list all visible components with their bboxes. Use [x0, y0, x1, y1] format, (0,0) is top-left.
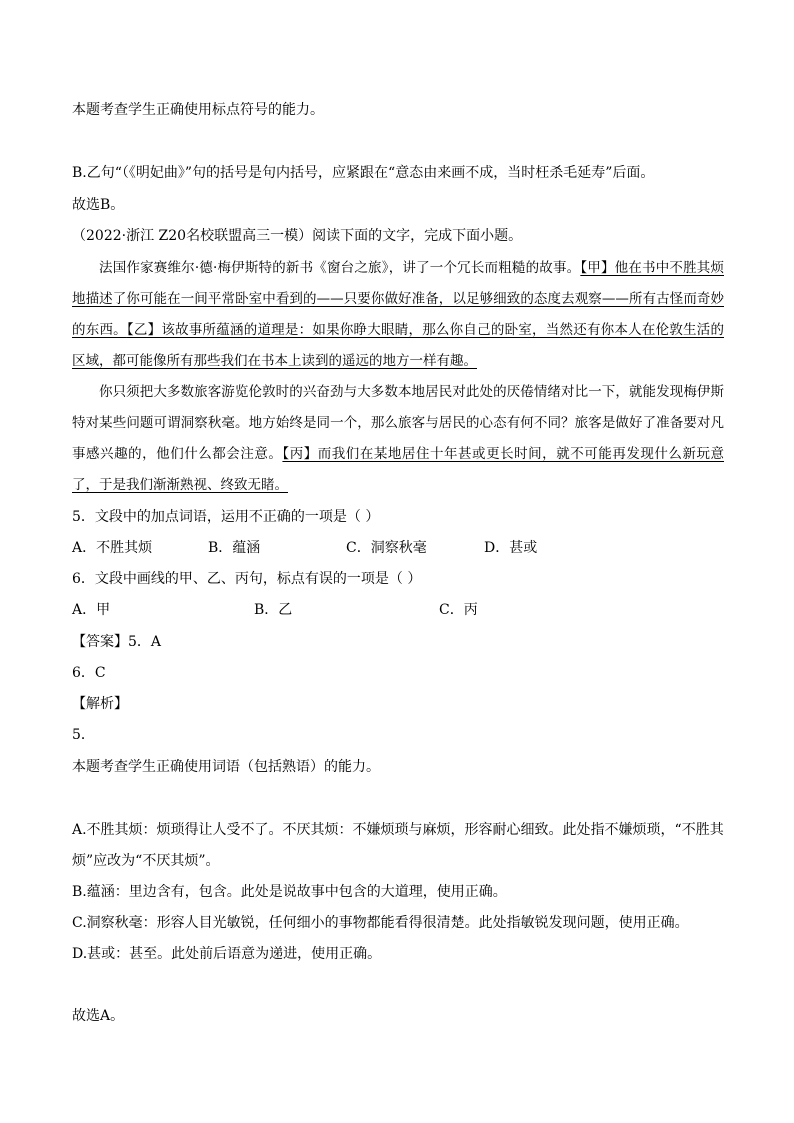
analysis-number-5: 5．	[72, 727, 95, 743]
answer-6: 6．C	[72, 665, 106, 681]
ability-line: 本题考查学生正确使用词语（包括熟语）的能力。	[72, 759, 380, 775]
choose-a-line: 故选A。	[72, 1008, 125, 1024]
option-c-analysis: C.洞察秋毫：形容人目光敏锐，任何细小的事物都能看得很清楚。此处指敏锐发现问题，使用正确。	[72, 915, 689, 931]
passage-text: 你只须把大多数旅客游览伦敦时的兴奋劲与大多数本地居民对此处的厌倦情绪对比一下，就能发现梅伊斯特对某些问题可谓洞察秋毫。地方始终是同一个，那么旅客与居民的心态有何不同？旅客是做好了准备要对凡事感兴趣的，他们什么都会注意。	[72, 384, 724, 462]
intro-line: 本题考查学生正确使用标点符号的能力。	[72, 102, 324, 118]
choose-b-line: 故选B。	[72, 197, 125, 213]
option-b-analysis: B.蕴涵：里边含有，包含。此处是说故事中包含的大道理，使用正确。	[72, 884, 507, 900]
analysis-label: 【解析】	[72, 696, 128, 712]
q6-option-c: C．丙	[439, 602, 478, 618]
sentence-jia: 【甲】他在书中不胜其烦地描述了你可能在一间平常卧室中看到的——只要你做好准备，以足够细致的态度去观察——所有古怪而奇妙的东西。	[72, 260, 724, 338]
question-source: （2022·浙江 Z20名校联盟高三一模）阅读下面的文字，完成下面小题。	[72, 228, 523, 244]
q5-option-d: D．甚或	[484, 540, 538, 556]
sentence-bing: 【丙】而我们在某地居住十年甚或更长时间，就不可能再发现什么新玩意了，于是我们渐渐熟视、终致无睹。	[72, 446, 725, 493]
q6-option-a: A．甲	[72, 602, 111, 618]
answer-5: 【答案】5．A	[72, 634, 162, 650]
question-6: 6．文段中画线的甲、乙、丙句，标点有误的一项是（ ）	[72, 571, 422, 587]
option-a-analysis-1: A.不胜其烦：烦琐得让人受不了。不厌其烦：不嫌烦琐与麻烦，形容耐心细致。此处指不嫌烦琐，“不胜其	[72, 822, 724, 838]
q6-option-b: B．乙	[254, 602, 293, 618]
option-a-analysis-2: 烦”应改为“不厌其烦”。	[72, 853, 220, 869]
sentence-yi: 【乙】该故事所蕴涵的道理是：如果你睁大眼睛，那么你自己的卧室，当然还有你本人在伦敦生活的区域，都可能像所有那些我们在书本上读到的遥远的地方一样有趣。	[72, 322, 725, 369]
q5-option-b: B．蕴涵	[208, 540, 261, 556]
question-5: 5．文段中的加点词语，运用不正确的一项是（ ）	[72, 509, 380, 525]
passage-text: 法国作家赛维尔·德·梅伊斯特的新书《窗台之旅》，讲了一个冗长而粗糙的故事。	[99, 260, 581, 276]
option-d-analysis: D.甚或：甚至。此处前后语意为递进，使用正确。	[72, 946, 382, 962]
b-analysis-line: B.乙句“（《明妃曲》”句的括号是句内括号，应紧跟在“意态由来画不成，当时枉杀毛延寿”后面。	[72, 165, 655, 181]
passage-paragraph-1	[72, 253, 724, 377]
passage-paragraph-2	[72, 377, 724, 501]
q5-option-a: A．不胜其烦	[72, 540, 153, 556]
q5-option-c: C．洞察秋毫	[346, 540, 427, 556]
